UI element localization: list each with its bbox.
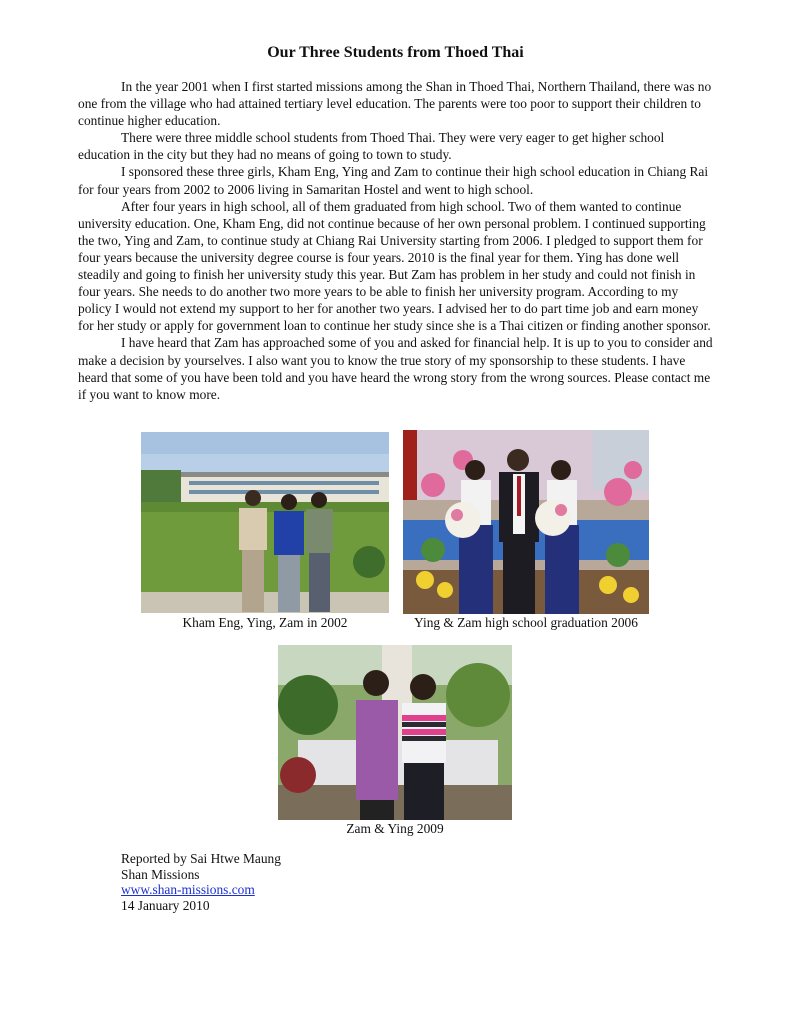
website-link[interactable]: www.shan-missions.com: [121, 882, 255, 898]
body-text: [78, 78, 714, 403]
organization-line: Shan Missions: [121, 866, 200, 882]
paragraph-3: I sponsored these three girls, Kham Eng, Ying and Zam to continue their high school education in Chiang Rai for four years from 2002 to 2006 living in Samaritan Hostel and went to high school.: [78, 164, 709, 197]
caption-photo-2: Ying & Zam high school graduation 2006: [414, 615, 638, 630]
document-title: Our Three Students from Thoed Thai: [267, 44, 524, 61]
paragraph-5: I have heard that Zam has approached some of you and asked for financial help. It is up to you to consider and make a decision by yourselves. I also want you to know the true story of my sponsorship to these students. I have heard that some of you have been told and you have heard the wrong story from the wrong sources. Please contact me if you want to know more.: [78, 335, 713, 402]
paragraph-2: There were three middle school students from Thoed Thai. They were very eager to get higher school education in the city but they had no means of going to town to study.: [78, 130, 665, 163]
paragraph-1: In the year 2001 when I first started missions among the Shan in Thoed Thai, Northern Thailand, there was no one from the village who had attained tertiary level education. The parents were too poor to support their children to continue higher education.: [78, 79, 712, 129]
footer: [121, 851, 281, 913]
caption-photo-1: Kham Eng, Ying, Zam in 2002: [182, 615, 348, 630]
paragraph-4: After four years in high school, all of them graduated from high school. Two of them wanted to continue university education. One, Kham Eng, did not continue because of her own personal problem. I continued supporting the two, Ying and Zam, to continue study at Chiang Rai University starting from 2006. I pledged to support them for four years because the university degree course is four years. 2010 is the final year for them. Ying has done well steadily and going to finish her university study this year. But Zam has problem in her study and could not finish in four years. She needs to do another two more years to be able to finish her university program. According to my policy I would not extend my support to her for another two years. I advised her to do part time job and earn money for her study or apply for government loan to continue her study since she is a Thai citizen or finding another sponsor.: [78, 198, 711, 334]
reporter-line: Reported by Sai Htwe Maung: [121, 851, 281, 866]
photo-zam-ying-2009: [278, 645, 512, 820]
report-date: 14 January 2010: [121, 897, 210, 913]
photo-students-2002: [141, 432, 389, 613]
caption-photo-3: Zam & Ying 2009: [346, 821, 444, 836]
photo-graduation-2006: [403, 430, 649, 614]
